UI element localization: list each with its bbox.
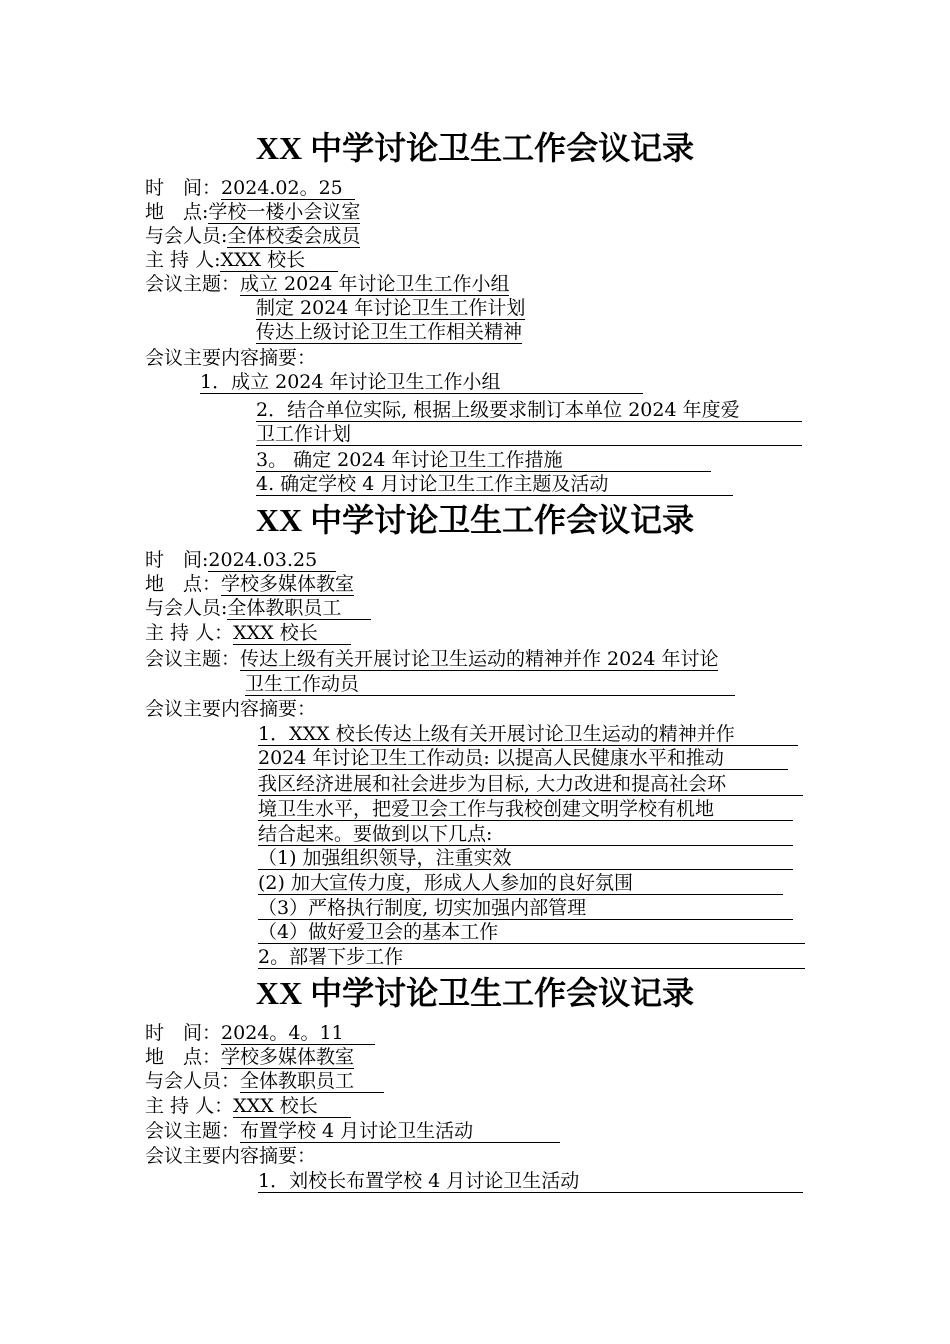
meeting-1-place: 学校一楼小会议室 <box>208 201 361 223</box>
meeting-1-time: 2024.02。25 <box>221 177 355 200</box>
meeting-3-summary-label: 会议主要内容摘要： <box>145 1145 317 1167</box>
meeting-2-attendees: 全体教职员工 <box>227 597 371 620</box>
meeting-2-summary-label: 会议主要内容摘要： <box>145 698 317 720</box>
meeting-3-host-row: 主 持 人：XXX 校长 <box>145 1094 351 1118</box>
meeting-3-host: XXX 校长 <box>233 1095 351 1118</box>
meeting-2-time: 2024.03.25 <box>208 549 336 572</box>
meeting-3-time-row: 时 间：2024。4。11 <box>145 1021 375 1045</box>
meeting-2-place-row: 地 点：学校多媒体教室 <box>145 573 355 595</box>
meeting-1-title: XX 中学讨论卫生工作会议记录 <box>255 130 695 166</box>
meeting-2-title: XX 中学讨论卫生工作会议记录 <box>255 502 695 538</box>
meeting-2-summary-5: 结合起来。要做到以下几点: <box>258 823 793 846</box>
meeting-2-summary-2: 2024 年讨论卫生工作动员: 以提高人民健康水平和推动 <box>258 747 788 770</box>
meeting-1-summary-4: 3。 确定 2024 年讨论卫生工作措施 <box>256 449 711 472</box>
meeting-3-attendees-row: 与会人员：全体教职员工 <box>145 1069 384 1093</box>
meeting-2-summary-9: （4）做好爱卫会的基本工作 <box>258 921 805 944</box>
meeting-3-topic-row: 会议主题：布置学校 4 月讨论卫生活动 <box>145 1119 560 1143</box>
meeting-2-summary-10: 2。部署下步工作 <box>258 946 805 969</box>
meeting-2-summary-6: （1) 加强组织领导，注重实效 <box>258 847 793 870</box>
meeting-1-summary-3: 卫工作计划 <box>256 423 802 446</box>
meeting-1-host-row: 主 持 人:XXX 校长 <box>145 248 338 272</box>
meeting-1-host: XXX 校长 <box>220 249 338 272</box>
meeting-1-time-row: 时 间：2024.02。25 <box>145 176 355 200</box>
meeting-3-place: 学校多媒体教室 <box>221 1046 355 1068</box>
meeting-1-summary-5: 4. 确定学校 4 月讨论卫生工作主题及活动 <box>256 473 733 496</box>
meeting-3-place-row: 地 点：学校多媒体教室 <box>145 1046 355 1068</box>
meeting-2-topic-1: 传达上级有关开展讨论卫生运动的精神并作 2024 年讨论 <box>240 648 719 670</box>
meeting-2-summary-8: （3）严格执行制度, 切实加强内部管理 <box>258 897 793 920</box>
meeting-3-topic-1: 布置学校 4 月讨论卫生活动 <box>240 1120 560 1143</box>
meeting-1-topic-row: 会议主题：成立 2024 年讨论卫生工作小组 <box>145 273 510 295</box>
meeting-2-summary-4: 境卫生水平，把爱卫会工作与我校创建文明学校有机地 <box>258 798 793 821</box>
meeting-2-time-row: 时 间:2024.03.25 <box>145 548 336 572</box>
meeting-1-attendees-row: 与会人员:全体校委会成员 <box>145 225 361 247</box>
meeting-2-attendees-row: 与会人员:全体教职员工 <box>145 596 371 620</box>
meeting-2-summary-1: 1．XXX 校长传达上级有关开展讨论卫生运动的精神并作 <box>258 723 798 746</box>
meeting-2-place: 学校多媒体教室 <box>221 573 355 595</box>
meeting-1-place-row: 地 点:学校一楼小会议室 <box>145 201 361 223</box>
meeting-2-summary-3: 我区经济进展和社会进步为目标, 大力改进和提高社会环 <box>258 773 803 796</box>
meeting-2-host-row: 主 持 人：XXX 校长 <box>145 621 351 645</box>
meeting-1-attendees: 全体校委会成员 <box>227 225 361 247</box>
meeting-1-summary-2: 2．结合单位实际, 根据上级要求制订本单位 2024 年度爱 <box>256 399 802 422</box>
meeting-1-topic-3: 传达上级讨论卫生工作相关精神 <box>256 321 523 343</box>
meeting-3-attendees: 全体教职员工 <box>240 1070 384 1093</box>
meeting-3-title: XX 中学讨论卫生工作会议记录 <box>255 975 695 1011</box>
meeting-1-topic-1: 成立 2024 年讨论卫生工作小组 <box>240 273 510 295</box>
meeting-2-topic-2: 卫生工作动员 <box>245 673 735 696</box>
meeting-2-topic-row: 会议主题：传达上级有关开展讨论卫生运动的精神并作 2024 年讨论 <box>145 648 719 670</box>
meeting-2-host: XXX 校长 <box>233 622 351 645</box>
meeting-1-summary-label: 会议主要内容摘要： <box>145 347 317 369</box>
meeting-2-summary-7: (2) 加大宣传力度，形成人人参加的良好氛围 <box>258 872 783 895</box>
meeting-3-time: 2024。4。11 <box>221 1022 375 1045</box>
meeting-1-topic-2: 制定 2024 年讨论卫生工作计划 <box>256 297 526 319</box>
meeting-1-summary-1: 1．成立 2024 年讨论卫生工作小组 <box>200 371 643 394</box>
meeting-3-summary-1: 1．刘校长布置学校 4 月讨论卫生活动 <box>258 1170 803 1193</box>
